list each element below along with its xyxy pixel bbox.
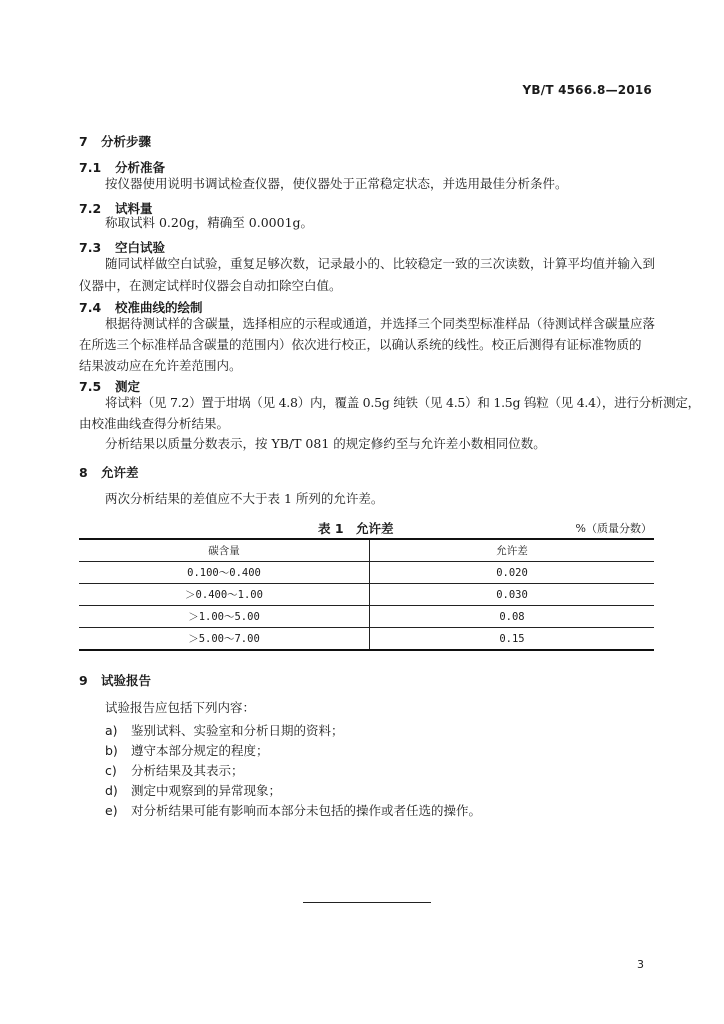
list-item-text: 遵守本部分规定的程度； — [131, 743, 269, 758]
paragraph-7-5-line: 由校准曲线查得分析结果。 — [79, 416, 230, 431]
paragraph-7-4-line: 在所选三个标准样品含碳量的范围内）依次进行校正，以确认系统的线性。校正后测得有证标准物质的 — [79, 337, 642, 352]
table-row — [79, 562, 654, 584]
paragraph-7-3-line: 仪器中，在测定试样时仪器会自动扣除空白值。 — [79, 278, 342, 293]
list-item-text: 分析结果及其表示； — [131, 763, 244, 778]
table-row — [79, 628, 654, 651]
column-header-tolerance: 允许差 — [370, 539, 655, 562]
page-number: 3 — [637, 958, 644, 971]
table-unit: %（质量分数） — [575, 522, 652, 535]
list-item — [105, 721, 344, 739]
list-marker: d) — [105, 783, 118, 798]
section-title: 空白试验 — [115, 240, 166, 255]
paragraph-8: 两次分析结果的差值应不大于表 1 所列的允许差。 — [105, 491, 384, 506]
section-title: 分析步骤 — [101, 134, 152, 149]
paragraph-7-2: 称取试料 0.20g，精确至 0.0001g。 — [105, 215, 314, 230]
section-number: 7 — [79, 134, 88, 149]
table-header-row — [79, 539, 654, 562]
list-marker: e) — [105, 803, 118, 818]
table-row — [79, 606, 654, 628]
carbon-content-cell: ＞0.400～1.00 — [79, 584, 370, 606]
section-number: 7.4 — [79, 300, 102, 315]
carbon-content-cell: ＞1.00～5.00 — [79, 606, 370, 628]
tolerance-cell: 0.15 — [370, 628, 655, 651]
list-item — [105, 741, 269, 759]
carbon-content-cell: 0.100～0.400 — [79, 562, 370, 584]
document-id: YB/T 4566.8—2016 — [522, 83, 652, 97]
tolerance-table — [79, 538, 654, 651]
section-number: 7.2 — [79, 201, 102, 216]
end-divider — [303, 902, 431, 903]
column-header-carbon-content: 碳含量 — [79, 539, 370, 562]
tolerance-cell: 0.08 — [370, 606, 655, 628]
table-caption: 表 1 允许差 — [318, 521, 394, 536]
list-marker: a) — [105, 723, 118, 738]
paragraph-7-3-line: 随同试样做空白试验，重复足够次数，记录最小的、比较稳定一致的三次读数，计算平均值并输入到 — [105, 256, 656, 271]
carbon-content-cell: ＞5.00～7.00 — [79, 628, 370, 651]
table-row — [79, 584, 654, 606]
list-item — [105, 781, 281, 799]
section-title: 允许差 — [101, 465, 139, 480]
section-number: 7.3 — [79, 240, 102, 255]
section-title: 分析准备 — [115, 160, 166, 175]
section-number: 8 — [79, 465, 88, 480]
list-item-text: 鉴别试料、实验室和分析日期的资料； — [131, 723, 344, 738]
section-title: 测定 — [115, 379, 141, 394]
list-item — [105, 761, 244, 779]
section-number: 9 — [79, 673, 88, 688]
paragraph-7-4-line: 结果波动应在允许差范围内。 — [79, 358, 242, 373]
section-number: 7.5 — [79, 379, 102, 394]
list-item-text: 对分析结果可能有影响而本部分未包括的操作或者任选的操作。 — [131, 803, 482, 818]
list-item-text: 测定中观察到的异常现象； — [131, 783, 282, 798]
section-number: 7.1 — [79, 160, 102, 175]
section-7-heading — [79, 132, 151, 150]
list-marker: b) — [105, 743, 118, 758]
paragraph-9-intro: 试验报告应包括下列内容： — [105, 700, 256, 715]
list-item — [105, 801, 481, 819]
paragraph-7-1: 按仪器使用说明书调试检查仪器，使仪器处于正常稳定状态，并选用最佳分析条件。 — [105, 176, 568, 191]
section-title: 试料量 — [115, 201, 153, 216]
section-title: 校准曲线的绘制 — [115, 300, 203, 315]
section-9-heading — [79, 671, 151, 689]
tolerance-cell: 0.030 — [370, 584, 655, 606]
paragraph-7-5-line: 分析结果以质量分数表示，按 YB/T 081 的规定修约至与允许差小数相同位数。 — [105, 436, 546, 451]
section-8-heading — [79, 463, 139, 481]
section-title: 试验报告 — [101, 673, 152, 688]
list-marker: c) — [105, 763, 117, 778]
paragraph-7-4-line: 根据待测试样的含碳量，选择相应的示程或通道，并选择三个同类型标准样品（待测试样含碳量应落 — [105, 316, 656, 331]
paragraph-7-5-line: 将试料（见 7.2）置于坩埚（见 4.8）内，覆盖 0.5g 纯铁（见 4.5）和 1.5g 钨粒（见 4.4），进行分析测定， — [105, 395, 700, 410]
tolerance-cell: 0.020 — [370, 562, 655, 584]
